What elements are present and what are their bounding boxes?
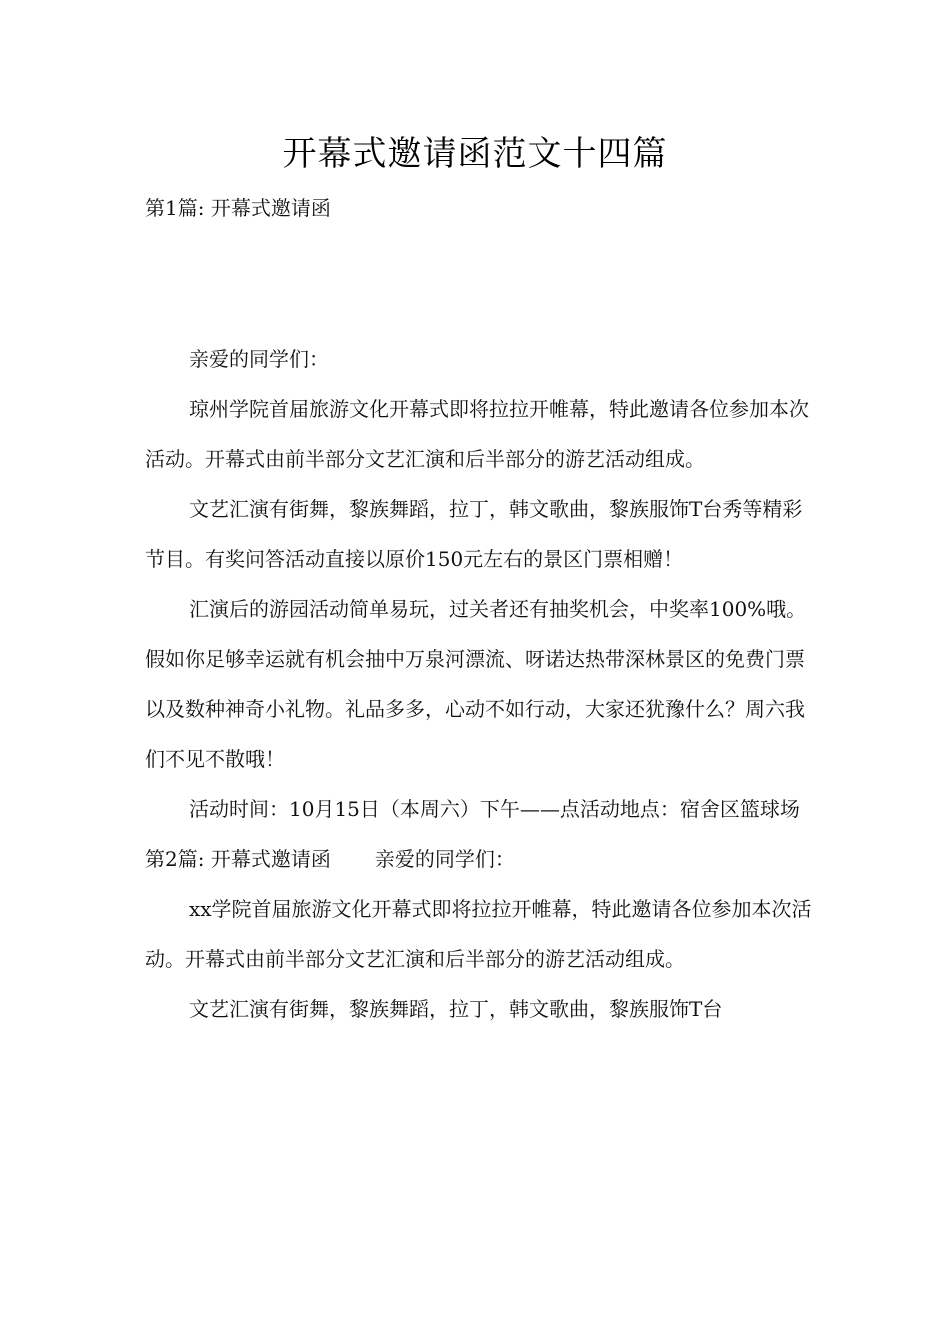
section-1-greeting: 亲爱的同学们： xyxy=(189,347,329,371)
section-1-paragraph: 文艺汇演有街舞，黎族舞蹈，拉丁，韩文歌曲，黎族服饰T台秀等精彩节目。有奖问答活动直接以原价150元左右的景区门票相赠！ xyxy=(145,497,803,571)
document-title: 开幕式邀请函范文十四篇 xyxy=(282,134,668,174)
section-2-paragraph: 文艺汇演有街舞，黎族舞蹈，拉丁，韩文歌曲，黎族服饰T台 xyxy=(189,997,723,1021)
document-body xyxy=(145,183,815,1034)
section-1-heading: 第1篇: 开幕式邀请函 xyxy=(145,196,331,220)
section-1-paragraph: 汇演后的游园活动简单易玩，过关者还有抽奖机会，中奖率100%哦。假如你足够幸运就有机会抽中万泉河漂流、呀诺达热带深林景区的免费门票以及数种神奇小礼物。礼品多多，心动不如行动，大家还犹豫什么？周六我们不见不散哦！ xyxy=(145,597,807,771)
section-2-heading: 第2篇: 开幕式邀请函 xyxy=(145,847,331,871)
section-2-heading-line xyxy=(145,834,815,884)
section-1-paragraph: 琼州学院首届旅游文化开幕式即将拉拉开帷幕，特此邀请各位参加本次活动。开幕式由前半部分文艺汇演和后半部分的游艺活动组成。 xyxy=(145,397,809,471)
section-1-event-info: 活动时间：10月15日（本周六）下午——点活动地点：宿舍区篮球场 xyxy=(189,797,800,821)
blank-space xyxy=(145,233,815,334)
section-2-paragraph: xx学院首届旅游文化开幕式即将拉拉开帷幕，特此邀请各位参加本次活动。开幕式由前半部分文艺汇演和后半部分的游艺活动组成。 xyxy=(145,897,812,971)
section-2-greeting: 亲爱的同学们： xyxy=(374,847,515,871)
